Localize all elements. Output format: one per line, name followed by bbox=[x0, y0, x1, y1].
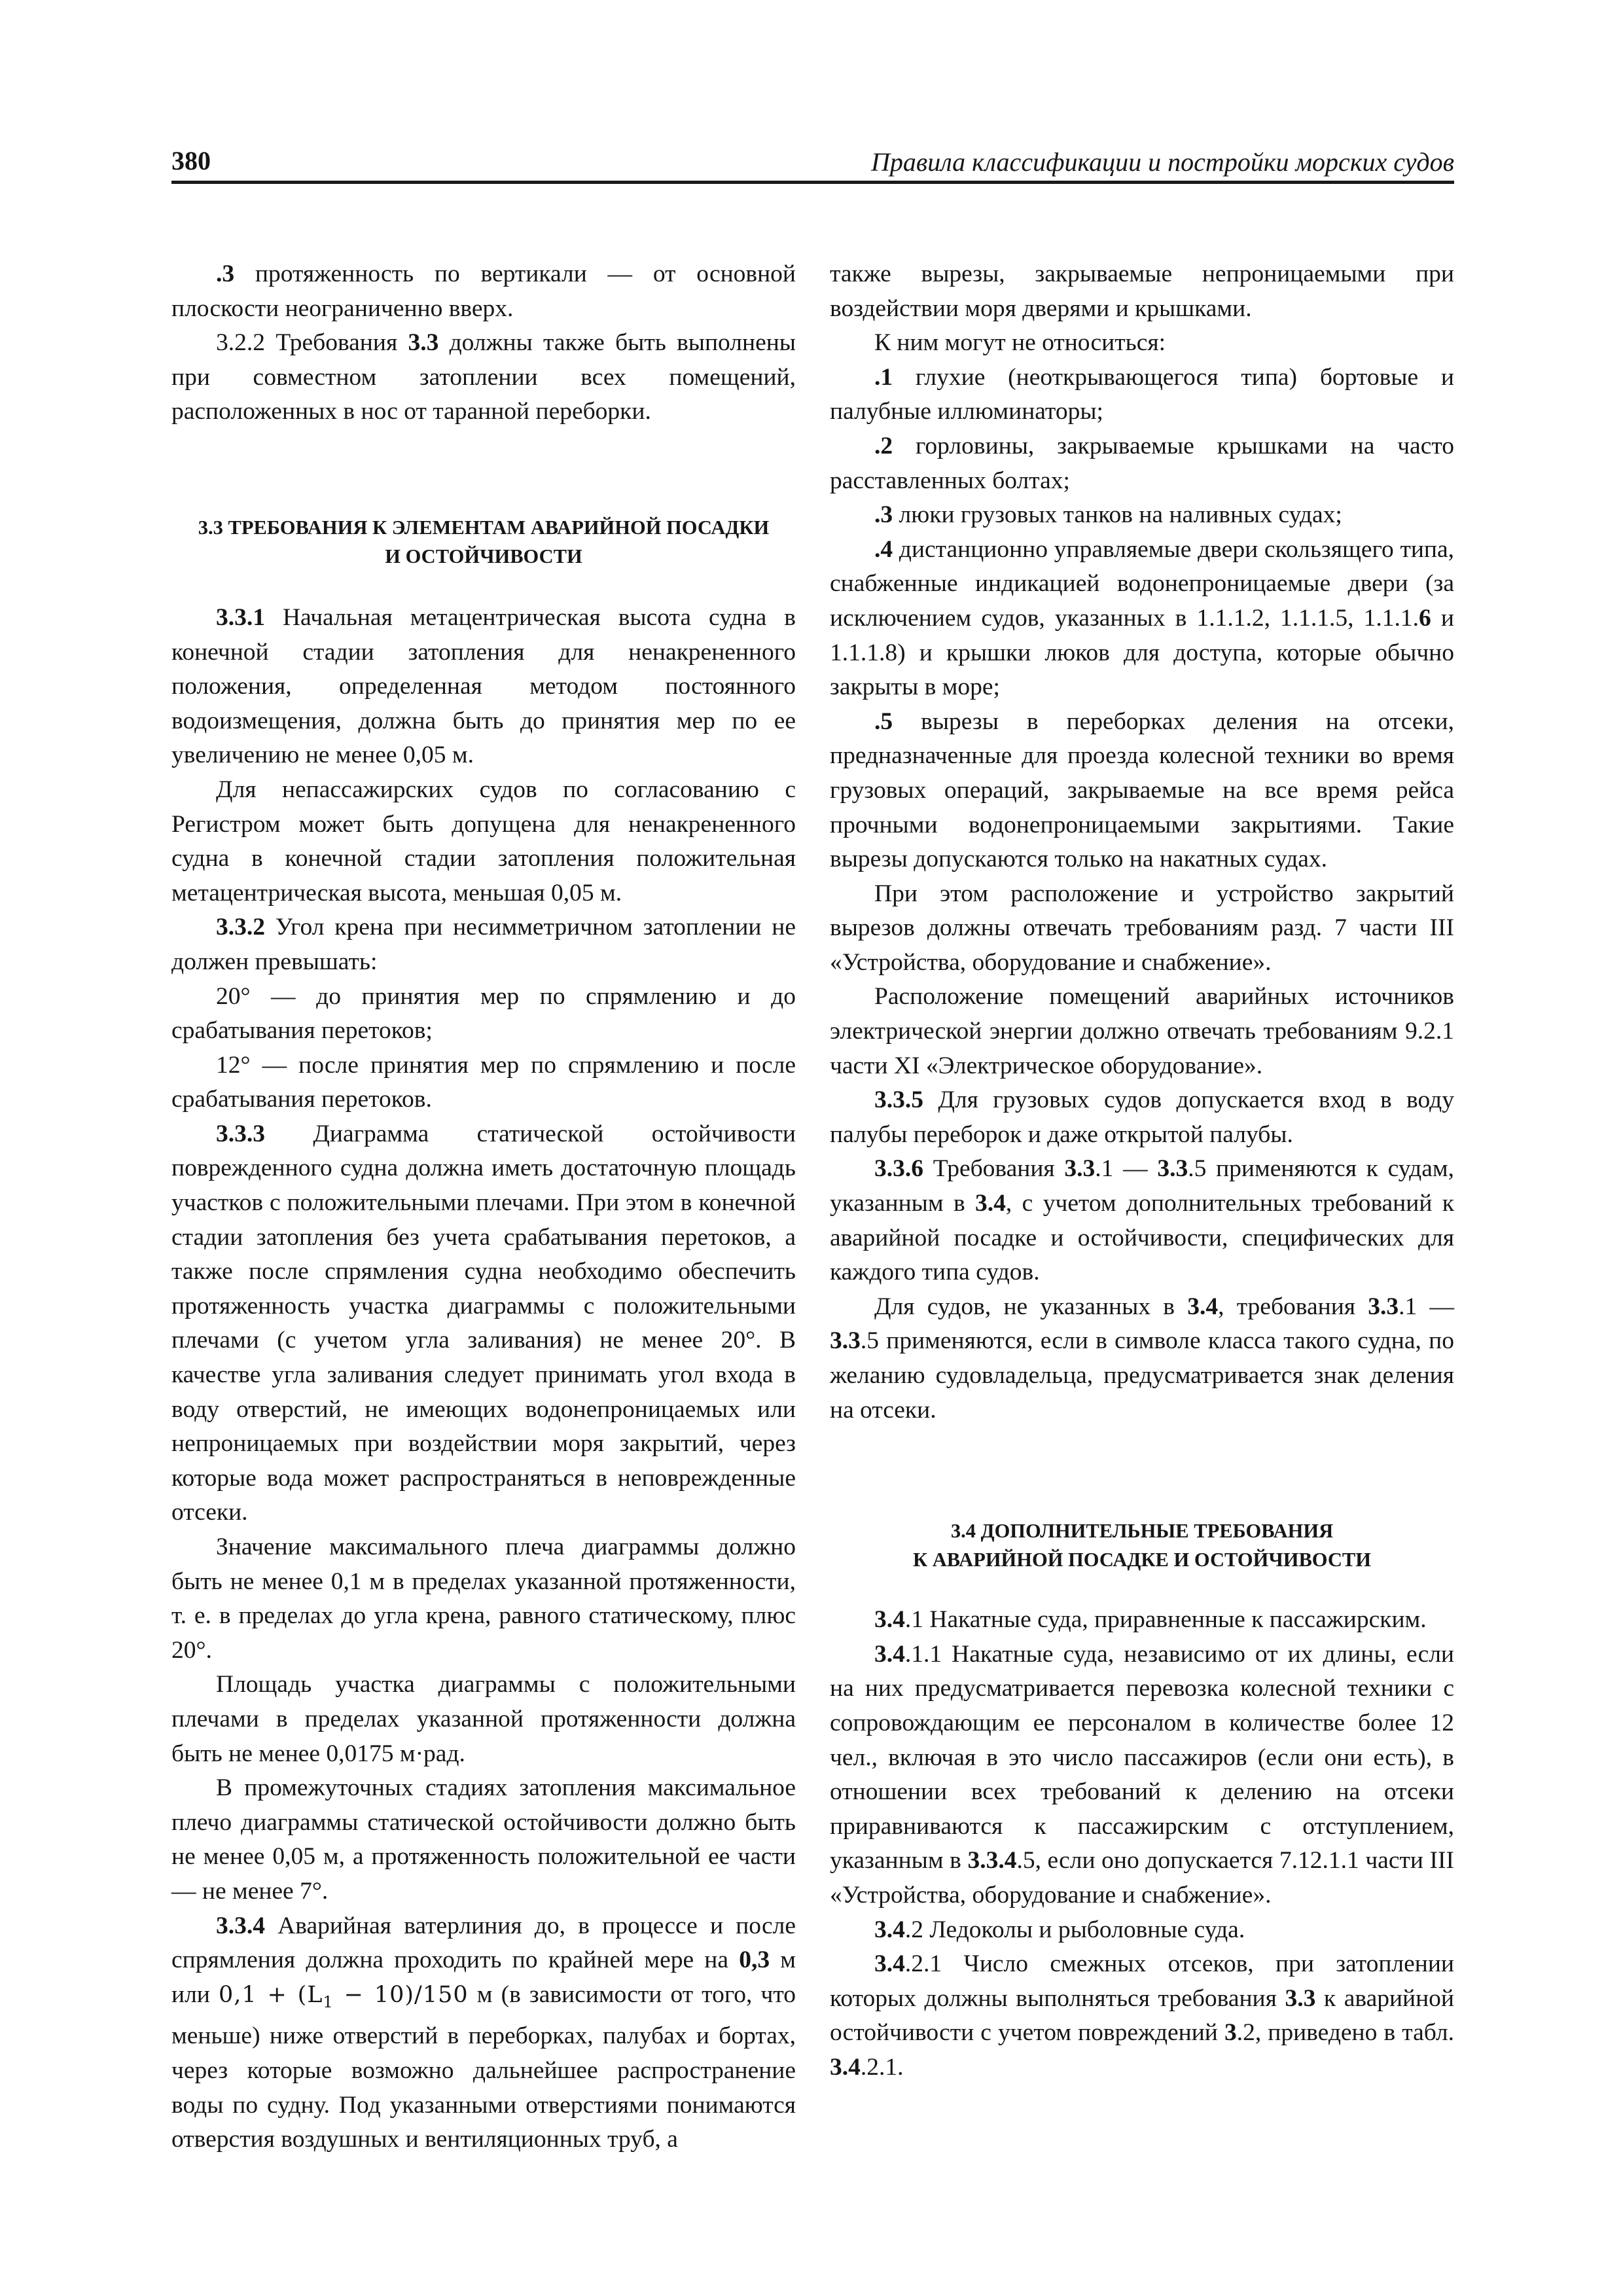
paragraph: 3.3.1 Начальная метацентрическая высота судна в конечной стадии затопления для ненакрененного положения, определенная методом постоянного водоизмещения, должна быть до принятия мер по ее увеличению не менее 0,05 м. bbox=[171, 603, 796, 769]
paragraph: При этом расположение и устройство закрытий вырезов должны отвечать требованиям разд. 7 части III «Устройства, оборудование и снабжение». bbox=[830, 880, 1454, 976]
paragraph: 3.4.1 Накатные суда, приравненные к пассажирским. bbox=[874, 1606, 1427, 1634]
paragraph: 3.4.1.1 Накатные суда, независимо от их длины, если на них предусматривается перевозка колесной техники с сопровождающим ее персоналом в количестве более 12 чел., включая в это число пассажиров (если они есть), в отношении всех требований к делению на отсеки приравниваются к пассажирским с отступлением, указанным в 3.3.4.5, если оно допускается 7.12.1.1 части III «Устройства, оборудование и снабжение». bbox=[830, 1640, 1454, 1909]
paragraph: Площадь участка диаграммы с положительными плечами в пределах указанной протяженности должна быть не менее 0,0175 м·рад. bbox=[171, 1671, 796, 1767]
formula: $0,1 + (L_1 - 10)/150$ bbox=[218, 1981, 469, 2011]
paragraph: 3.3.5 Для грузовых судов допускается вход в воду палубы переборок и даже открытой палубы. bbox=[830, 1086, 1454, 1148]
list-item: .3 люки грузовых танков на наливных судах; bbox=[874, 501, 1342, 529]
list-item: .4 дистанционно управляемые двери скользящего типа, снабженные индикацией водонепроницаемые двери (за исключением судов, указанных в 1.1.1.2, 1.1.1.5, 1.1.1.6 и 1.1.1.8) и крышки люков для доступа, которые обычно закрыты в море; bbox=[830, 535, 1454, 701]
section-heading-3-4: 3.4 ДОПОЛНИТЕЛЬНЫЕ ТРЕБОВАНИЯ К АВАРИЙНОЙ ПОСАДКЕ И ОСТОЙЧИВОСТИ bbox=[912, 1520, 1371, 1571]
right-column bbox=[830, 257, 1454, 2085]
list-item: .2 горловины, закрываемые крышками на часто расставленных болтах; bbox=[830, 432, 1454, 494]
paragraph: Значение максимального плеча диаграммы должно быть не менее 0,1 м в пределах указанной протяженности, т. е. в пределах до угла крена, равного статическому, плюс 20°. bbox=[171, 1534, 796, 1664]
paragraph: К ним могут не относиться: bbox=[874, 329, 1166, 357]
paragraph: 3.3.2 Угол крена при несимметричном затоплении не должен превышать: bbox=[171, 914, 796, 975]
paragraph: 3.4.2.1 Число смежных отсеков, при затоплении которых должны выполняться требования 3.3 к аварийной остойчивости с учетом повреждений 3.2, приведено в табл. 3.4.2.1. bbox=[830, 1950, 1454, 2081]
page-number: 380 bbox=[171, 146, 211, 175]
paragraph: Для непассажирских судов по согласованию с Регистром может быть допущена для ненакрененного судна в конечной стадии затопления положительная метацентрическая высота, меньшая 0,05 м. bbox=[171, 776, 796, 906]
list-item: .5 вырезы в переборках деления на отсеки, предназначенные для проезда колесной техники во время грузовых операций, закрываемые на все время рейса прочными водонепроницаемыми закрытиями. Такие вырезы допускаются только на накатных судах. bbox=[830, 708, 1454, 873]
paragraph: Для судов, не указанных в 3.4, требования 3.3.1 — 3.3.5 применяются, если в символе класса такого судна, по желанию судовладельца, предусматривается знак деления на отсеки. bbox=[830, 1293, 1455, 1424]
paragraph: .3 протяженность по вертикали — от основной плоскости неограниченно вверх. bbox=[171, 260, 796, 322]
paragraph: 12° — после принятия мер по спрямлению и после срабатывания перетоков. bbox=[171, 1051, 796, 1113]
paragraph: В промежуточных стадиях затопления максимальное плечо диаграммы статической остойчивости должно быть не менее 0,05 м, а протяженность положительной ее части — не менее 7°. bbox=[171, 1774, 796, 1905]
list-item: .1 глухие (неоткрывающегося типа) бортовые и палубные иллюминаторы; bbox=[830, 363, 1454, 425]
paragraph: Расположение помещений аварийных источников электрической энергии должно отвечать требованиям 9.2.1 части XI «Электрическое оборудование». bbox=[830, 983, 1454, 1079]
paragraph: 3.2.2 Требования 3.3 должны также быть выполнены при совместном затоплении всех помещений, расположенных в нос от таранной переборки. bbox=[171, 329, 796, 425]
paragraph: 3.4.2 Ледоколы и рыболовные суда. bbox=[874, 1916, 1245, 1943]
section-heading-3-3: 3.3 ТРЕБОВАНИЯ К ЭЛЕМЕНТАМ АВАРИЙНОЙ ПОСАДКИ И ОСТОЙЧИВОСТИ bbox=[198, 516, 770, 567]
left-column bbox=[171, 257, 796, 2157]
paragraph: 20° — до принятия мер по спрямлению и до срабатывания перетоков; bbox=[171, 982, 796, 1045]
paragraph: 3.3.3 Диаграмма статической остойчивости поврежденного судна должна иметь достаточную площадь участков с положительными плечами. При этом в конечной стадии затопления без учета срабатывания перетоков, а также после спрямления судна необходимо обеспечить протяженность участка диаграммы с положительными плечами (с учетом угла заливания) не менее 20°. В качестве угла заливания следует принимать угол входа в воду отверстий, не имеющих водонепроницаемых или непроницаемых при воздействии моря закрытий, через которые вода может распространяться в неповрежденные отсеки. bbox=[171, 1120, 796, 1526]
page-header bbox=[171, 148, 1454, 184]
paragraph: также вырезы, закрываемые непроницаемыми при воздействии моря дверями и крышками. bbox=[830, 260, 1454, 322]
paragraph: 3.3.4 Аварийная ватерлиния до, в процессе и после спрямления должна проходить по крайней мере на 0,3 м или $0,1 + (L_1 - 10)/150$ м (в зависимости от того, что меньше) ниже отверстий в переборках, палубах и бортах, через которые возможно дальнейшее распространение воды по судну. Под указанными отверстиями понимаются отверстия воздушных и вентиляционных труб, а bbox=[171, 1912, 796, 2153]
running-title: Правила классификации и постройки морских судов bbox=[870, 147, 1454, 177]
paragraph: 3.3.6 Требования 3.3.1 — 3.3.5 применяются к судам, указанным в 3.4, с учетом дополнительных требований к аварийной посадке и остойчивости, специфических для каждого типа судов. bbox=[830, 1155, 1454, 1286]
